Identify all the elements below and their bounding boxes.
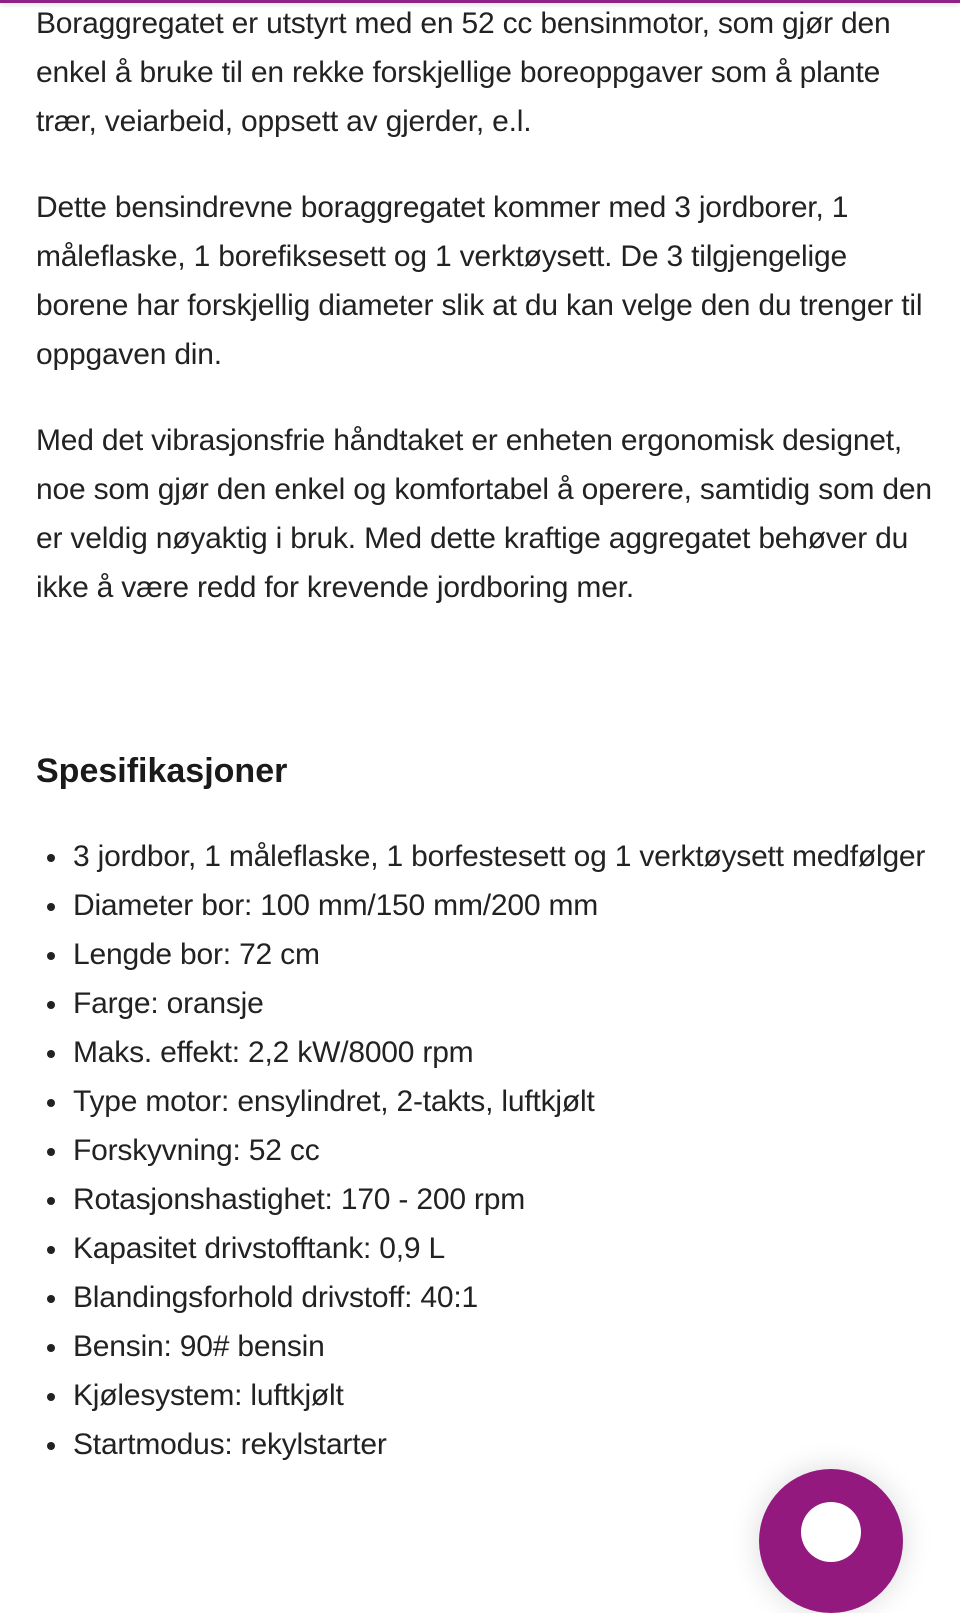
list-item: Diameter bor: 100 mm/150 mm/200 mm (73, 881, 933, 930)
specs-list (36, 832, 933, 1469)
list-item: Farge: oransje (73, 979, 933, 1028)
description-paragraph: Boraggregatet er utstyrt med en 52 cc bensinmotor, som gjør den enkel å bruke til en rekke forskjellige boreoppgaver som å plante trær, veiarbeid, oppsett av gjerder, e.l. (36, 7, 891, 138)
list-item: Lengde bor: 72 cm (73, 930, 933, 979)
list-item: Maks. effekt: 2,2 kW/8000 rpm (73, 1028, 933, 1077)
description-paragraph: Dette bensindrevne boraggregatet kommer med 3 jordborer, 1 måleflaske, 1 borefiksesett og 1 verktøysett. De 3 tilgjengelige borene har forskjellig diameter slik at du kan velge den du trenger til oppgaven din. (36, 191, 923, 371)
list-item: Kapasitet drivstofftank: 0,9 L (73, 1224, 933, 1273)
list-item: Startmodus: rekylstarter (73, 1420, 933, 1469)
chat-icon (801, 1502, 861, 1562)
list-item: Bensin: 90# bensin (73, 1322, 933, 1371)
description-paragraph: Med det vibrasjonsfrie håndtaket er enheten ergonomisk designet, noe som gjør den enkel og komfortabel å operere, samtidig som den er veldig nøyaktig i bruk. Med dette kraftige aggregatet behøver du ikke å være redd for krevende jordboring mer. (36, 424, 932, 604)
list-item: Type motor: ensylindret, 2-takts, luftkjølt (73, 1077, 933, 1126)
list-item: Forskyvning: 52 cc (73, 1126, 933, 1175)
floating-chat-button[interactable] (759, 1469, 903, 1613)
list-item: Rotasjonshastighet: 170 - 200 rpm (73, 1175, 933, 1224)
specs-heading: Spesifikasjoner (36, 752, 288, 790)
list-item: Kjølesystem: luftkjølt (73, 1371, 933, 1420)
list-item: Blandingsforhold drivstoff: 40:1 (73, 1273, 933, 1322)
list-item: 3 jordbor, 1 måleflaske, 1 borfestesett og 1 verktøysett medfølger (73, 832, 933, 881)
